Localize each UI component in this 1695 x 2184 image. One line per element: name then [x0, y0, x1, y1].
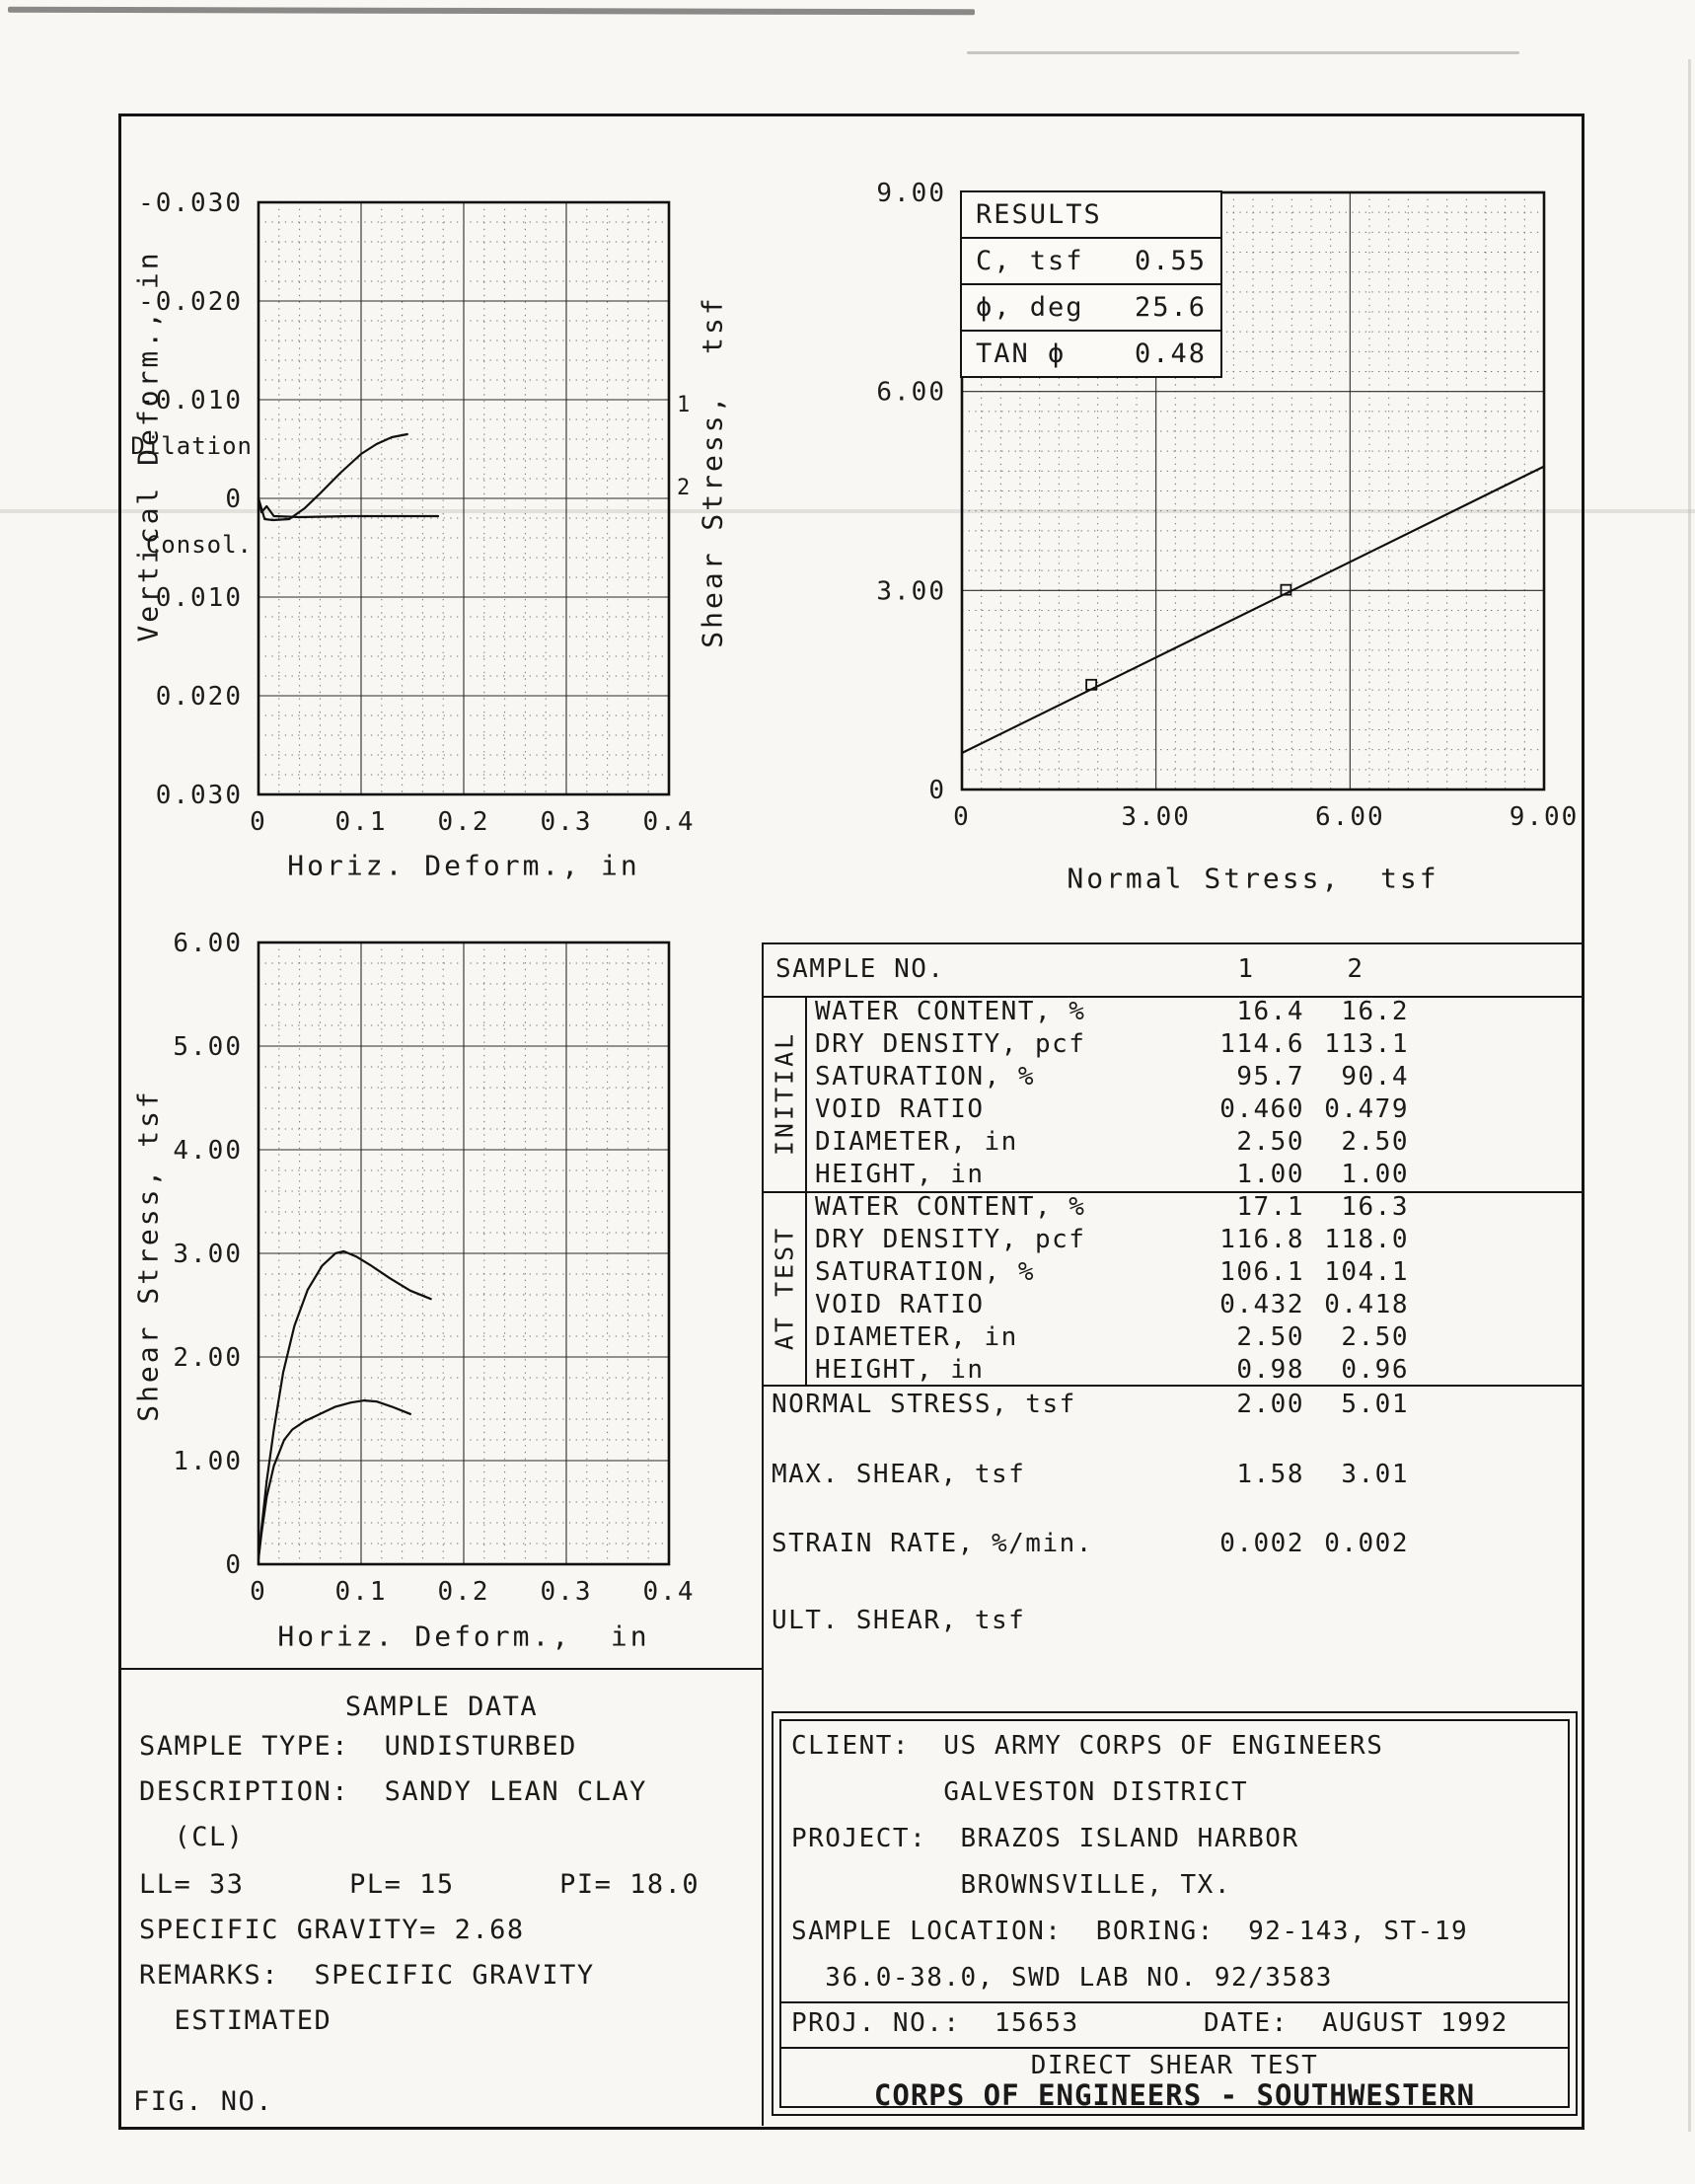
- data-series-2: [258, 498, 438, 517]
- y-tick-label: 5.00: [173, 1032, 243, 1062]
- x-tick-label: 0.4: [642, 807, 696, 837]
- x-tick-label: 0.3: [540, 807, 593, 837]
- x-tick-label: 0.1: [334, 807, 388, 837]
- y-tick-label: 0.010: [155, 583, 243, 613]
- client-box: [772, 1711, 1578, 2116]
- sample-table-header: [764, 944, 1584, 998]
- organization-title: CORPS OF ENGINEERS - SOUTHWESTERN: [873, 2078, 1476, 2112]
- table-row: WATER CONTENT, % 17.1 16.3: [815, 1192, 1409, 1222]
- y-tick-label: 0: [225, 1550, 243, 1580]
- results-row-tanphi: TAN ϕ 0.48: [962, 330, 1220, 376]
- table-row: DRY DENSITY, pcf 114.6 113.1: [815, 1029, 1409, 1059]
- table-row: HEIGHT, in 0.98 0.96: [815, 1355, 1409, 1385]
- x-tick-label: 0: [953, 802, 971, 832]
- x-tick-label: 0.1: [334, 1577, 388, 1607]
- table-row: NORMAL STRESS, tsf 2.00 5.01: [772, 1390, 1409, 1419]
- x-tick-label: 0.2: [437, 807, 490, 837]
- at-test-side-label: AT TEST: [764, 1191, 807, 1385]
- annotation-dilation: Dilation: [130, 432, 253, 460]
- initial-block: [764, 996, 1584, 1193]
- y-tick-label: 3.00: [173, 1240, 243, 1269]
- sample-data-title: SAMPLE DATA: [344, 1692, 539, 1722]
- curve-label-2: 2: [677, 476, 691, 500]
- column-header-2: 2: [1347, 954, 1364, 984]
- client-line: BROWNSVILLE, TX.: [791, 1870, 1231, 1900]
- results-row-cohesion: C, tsf 0.55: [962, 237, 1220, 283]
- x-tick-label: 6.00: [1315, 802, 1385, 832]
- y-tick-label: 0.020: [155, 682, 243, 712]
- sample-table: [762, 942, 1584, 1713]
- sample-data-line: SAMPLE TYPE: UNDISTURBED: [139, 1731, 577, 1762]
- y-tick-label: -0.010: [138, 386, 243, 415]
- x-tick-label: 0.3: [540, 1577, 593, 1607]
- client-line: CLIENT: US ARMY CORPS OF ENGINEERS: [791, 1731, 1384, 1761]
- sample-data-box: [121, 1668, 764, 2126]
- table-row: SATURATION, % 95.7 90.4: [815, 1062, 1409, 1092]
- y-tick-label: 3.00: [876, 576, 946, 607]
- curve-label-1: 1: [677, 393, 691, 417]
- sample-data-line: SPECIFIC GRAVITY= 2.68: [139, 1915, 525, 1945]
- axis-title-envelope-y: Shear Stress, tsf: [696, 295, 729, 648]
- sample-no-label: SAMPLE NO.: [775, 954, 945, 984]
- client-line: PROJECT: BRAZOS ISLAND HARBOR: [791, 1824, 1299, 1853]
- table-row: DIAMETER, in 2.50 2.50: [815, 1322, 1409, 1352]
- y-tick-label: 6.00: [173, 929, 243, 958]
- scan-artifact: [967, 51, 1519, 54]
- axis-title-vertical-deform-x: Horiz. Deform., in: [287, 849, 640, 882]
- fig-no-label: FIG. NO.: [133, 2086, 274, 2117]
- results-value-phi: 25.6: [1134, 292, 1207, 323]
- client-line: SAMPLE LOCATION: BORING: 92-143, ST-19: [791, 1917, 1469, 1946]
- summary-block: [764, 1385, 1584, 1713]
- table-row: HEIGHT, in 1.00 1.00: [815, 1160, 1409, 1189]
- client-line: 36.0-38.0, SWD LAB NO. 92/3583: [791, 1963, 1333, 1993]
- x-tick-label: 3.00: [1121, 802, 1191, 832]
- at-test-block: [764, 1191, 1584, 1387]
- test-title: DIRECT SHEAR TEST: [1030, 2051, 1319, 2080]
- sample-data-line: LL= 33 PL= 15 PI= 18.0: [139, 1869, 700, 1900]
- axis-title-vertical-deform-y: Vertical Deform., in: [131, 250, 165, 642]
- y-tick-label: 4.00: [173, 1136, 243, 1166]
- column-header-1: 1: [1237, 954, 1255, 984]
- sample-data-line: ESTIMATED: [139, 2005, 332, 2036]
- sample-data-line: DESCRIPTION: SANDY LEAN CLAY: [139, 1776, 647, 1807]
- table-row: ULT. SHEAR, tsf: [772, 1606, 1026, 1635]
- table-row: SATURATION, % 106.1 104.1: [815, 1257, 1409, 1287]
- results-value-cohesion: 0.55: [1134, 246, 1207, 276]
- y-tick-label: 0.030: [155, 781, 243, 810]
- x-tick-label: 0.4: [642, 1577, 696, 1607]
- table-row: STRAIN RATE, %/min. 0.002 0.002: [772, 1529, 1409, 1558]
- y-tick-label: -0.030: [138, 188, 243, 218]
- annotation-consol: Consol.: [145, 531, 253, 559]
- table-row: WATER CONTENT, % 16.4 16.2: [815, 997, 1409, 1026]
- data-series-1: [258, 1400, 410, 1559]
- x-tick-label: 0.2: [437, 1577, 490, 1607]
- y-tick-label: 6.00: [876, 377, 946, 408]
- table-row: DIAMETER, in 2.50 2.50: [815, 1127, 1409, 1157]
- x-tick-label: 9.00: [1509, 802, 1580, 832]
- results-value-tanphi: 0.48: [1134, 339, 1207, 369]
- y-tick-label: 0: [225, 485, 243, 514]
- results-row-phi: ϕ, deg 25.6: [962, 283, 1220, 330]
- project-number: PROJ. NO.: 15653: [791, 2008, 1079, 2038]
- table-row: VOID RATIO 0.460 0.479: [815, 1094, 1409, 1124]
- report-date: DATE: AUGUST 1992: [1204, 2008, 1509, 2038]
- scan-artifact: [8, 7, 975, 16]
- data-series-1: [258, 434, 407, 520]
- sample-data-line: REMARKS: SPECIFIC GRAVITY: [139, 1960, 595, 1991]
- y-tick-label: 9.00: [876, 179, 946, 208]
- x-tick-label: 0: [250, 807, 267, 837]
- chart-shear-deform: [173, 929, 696, 1607]
- axis-title-envelope-x: Normal Stress, tsf: [1067, 862, 1439, 895]
- y-tick-label: 0: [928, 776, 946, 805]
- y-tick-label: 1.00: [173, 1447, 243, 1476]
- table-row: DRY DENSITY, pcf 116.8 118.0: [815, 1225, 1409, 1254]
- results-title: RESULTS: [976, 199, 1102, 230]
- y-tick-label: 2.00: [173, 1343, 243, 1373]
- client-box-inner: [779, 1719, 1570, 2112]
- y-tick-label: -0.020: [138, 287, 243, 317]
- table-row: VOID RATIO 0.432 0.418: [815, 1290, 1409, 1319]
- table-row: MAX. SHEAR, tsf 1.58 3.01: [772, 1460, 1409, 1489]
- sample-data-line: (CL): [139, 1822, 245, 1852]
- axis-title-shear-deform-y: Shear Stress, tsf: [131, 1089, 165, 1422]
- results-table: [960, 190, 1222, 378]
- x-tick-label: 0: [250, 1577, 267, 1607]
- axis-title-shear-deform-x: Horiz. Deform., in: [277, 1619, 650, 1653]
- initial-side-label: INITIAL: [764, 996, 807, 1191]
- scan-artifact: [1688, 59, 1691, 2132]
- client-line: GALVESTON DISTRICT: [791, 1777, 1249, 1807]
